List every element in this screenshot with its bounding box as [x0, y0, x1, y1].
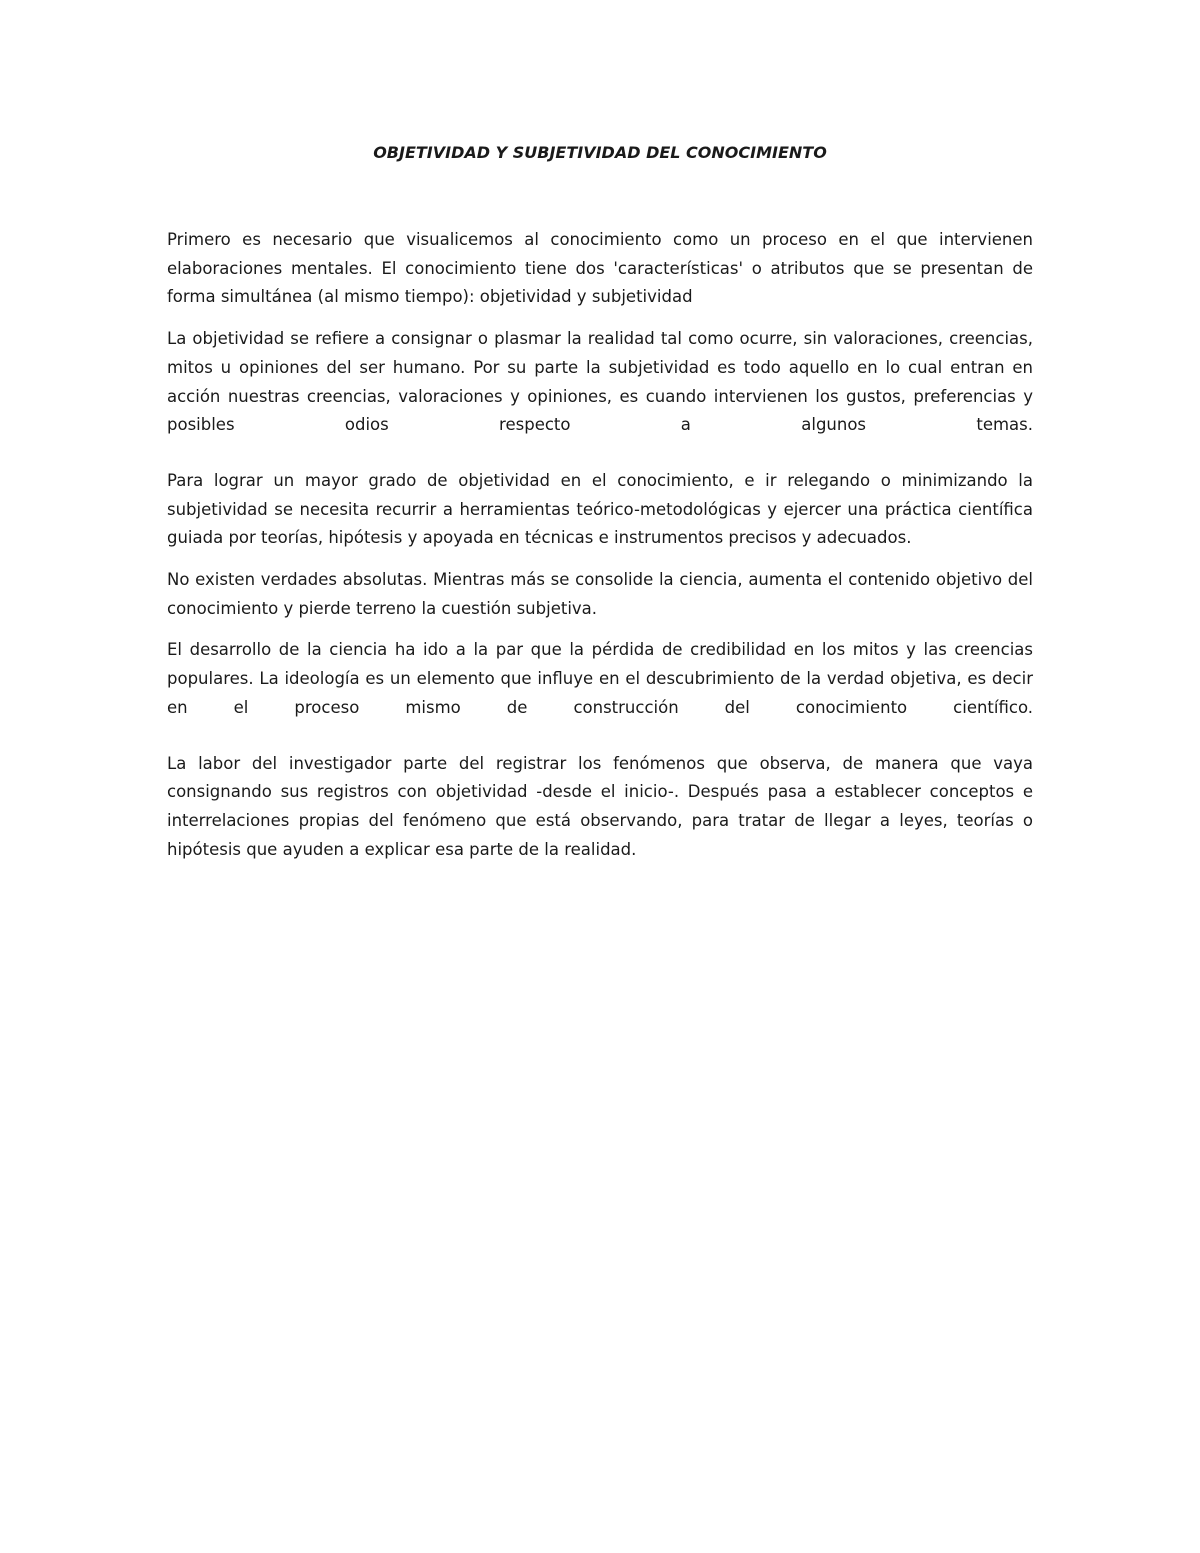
paragraph-1: Primero es necesario que visualicemos al conocimiento como un proceso en el que intervienen elaboraciones mentales. El conocimiento tiene dos 'características' o atributos que se presentan de forma simultánea (al mismo tiempo): objetividad y subjetividad — [167, 230, 1033, 307]
paragraph-4: No existen verdades absolutas. Mientras más se consolide la ciencia, aumenta el contenido objetivo del conocimiento y pierde terreno la cuestión subjetiva. — [167, 570, 1033, 618]
document-title: OBJETIVIDAD Y SUBJETIVIDAD DEL CONOCIMIENTO — [373, 143, 827, 162]
paragraph-2: La objetividad se refiere a consignar o plasmar la realidad tal como ocurre, sin valoraciones, creencias, mitos u opiniones del ser humano. Por su parte la subjetividad es todo aquello en lo cual entran en acción nuestras creencias, valoraciones y opiniones, es cuando intervienen los gustos, preferencias y posibles odios respecto a algunos temas. — [167, 329, 1033, 435]
paragraph-5: El desarrollo de la ciencia ha ido a la par que la pérdida de credibilidad en los mitos y las creencias populares. La ideología es un elemento que influye en el descubrimiento de la verdad objetiva, es decir en el proceso mismo de construcción del conocimiento científico. — [167, 640, 1033, 717]
paragraph-3: Para lograr un mayor grado de objetividad en el conocimiento, e ir relegando o minimizando la subjetividad se necesita recurrir a herramientas teórico-metodológicas y ejercer una práctica científica guiada por teorías, hipótesis y apoyada en técnicas e instrumentos precisos y adecuados. — [167, 470, 1033, 548]
paragraph-6: La labor del investigador parte del registrar los fenómenos que observa, de manera que vaya consignando sus registros con objetividad -desde el inicio-. Después pasa a establecer conceptos e interrelaciones propias del fenómeno que está observando, para tratar de llegar a leyes, teorías o hipótesis que ayuden a explicar esa parte de la realidad. — [167, 753, 1033, 859]
document-body — [167, 226, 1033, 877]
